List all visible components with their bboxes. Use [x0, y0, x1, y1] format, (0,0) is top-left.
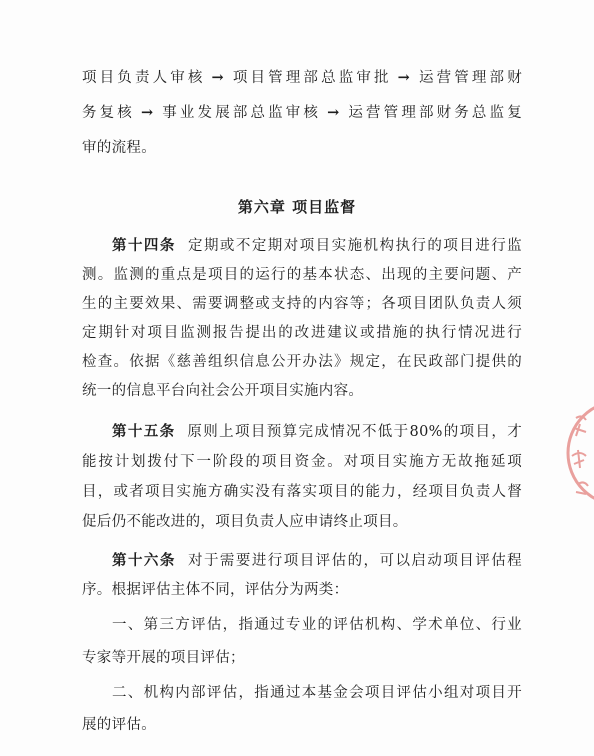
arrow-icon: →: [211, 69, 224, 86]
arrow-icon: →: [327, 104, 340, 121]
article-text: 原则上项目预算完成情况不低于80%的项目，才: [187, 424, 522, 440]
article-label: 第十四条: [112, 238, 176, 254]
article-label: 第十五条: [112, 424, 176, 440]
article-15-line-3: 目，或者项目实施方确实没有落实项目的能力，经项目负责人督: [82, 484, 522, 500]
article-14-line-5: 检查。依据《慈善组织信息公开办法》规定，在民政部门提供的: [82, 354, 522, 370]
flow-step: 项目管理部总监审批: [229, 70, 392, 86]
article-16-item-2-line-1: 二、机构内部评估，指通过本基金会项目评估小组对项目开: [112, 685, 522, 701]
flow-line-1: [82, 68, 522, 88]
article-15-line-1: [112, 422, 522, 442]
chapter-title: 第六章 项目监督: [237, 198, 357, 216]
article-16-line-2: 序。根据评估主体不同，评估分为两类：: [82, 582, 349, 598]
article-16-item-2-line-2: 展的评估。: [82, 717, 156, 733]
article-text: 对于需要进行项目评估的，可以启动项目评估程: [187, 553, 522, 569]
article-14-line-4: 定期针对项目监测报告提出的改进建议或措施的执行情况进行: [82, 325, 522, 341]
flow-step: 事业发展部总监审核: [159, 105, 322, 121]
arrow-icon: →: [140, 104, 154, 121]
article-16-line-1: [112, 551, 522, 571]
flow-step: 运营管理部财务总监复: [345, 105, 523, 121]
flow-line-3: 审的流程。: [82, 140, 156, 156]
red-seal-stamp-icon: [562, 398, 594, 508]
article-14-line-3: 生的主要效果、需要调整或支持的内容等；各项目团队负责人须: [82, 296, 522, 312]
article-14-line-1: [112, 236, 522, 256]
flow-line-2: [82, 103, 522, 123]
flow-step: 项目负责人审核: [82, 70, 206, 86]
article-16-item-1-line-1: 一、第三方评估，指通过专业的评估机构、学术单位、行业: [112, 617, 522, 633]
article-15-line-4: 促后仍不能改进的，项目负责人应申请终止项目。: [82, 514, 408, 530]
article-text: 定期或不定期对项目实施机构执行的项目进行监: [187, 238, 522, 254]
article-15-line-2: 能按计划拨付下一阶段的项目资金。对项目实施方无故拖延项: [82, 454, 522, 470]
article-label: 第十六条: [112, 553, 176, 569]
arrow-icon: →: [397, 69, 411, 86]
article-16-item-1-line-2: 专家等开展的项目评估；: [82, 650, 245, 666]
article-14-line-2: 测。监测的重点是项目的运行的基本状态、出现的主要问题、产: [82, 267, 522, 283]
article-14-line-6: 统一的信息平台向社会公开项目实施内容。: [82, 383, 364, 399]
flow-step: 运营管理部财: [416, 70, 522, 86]
flow-step: 务复核: [82, 105, 135, 121]
